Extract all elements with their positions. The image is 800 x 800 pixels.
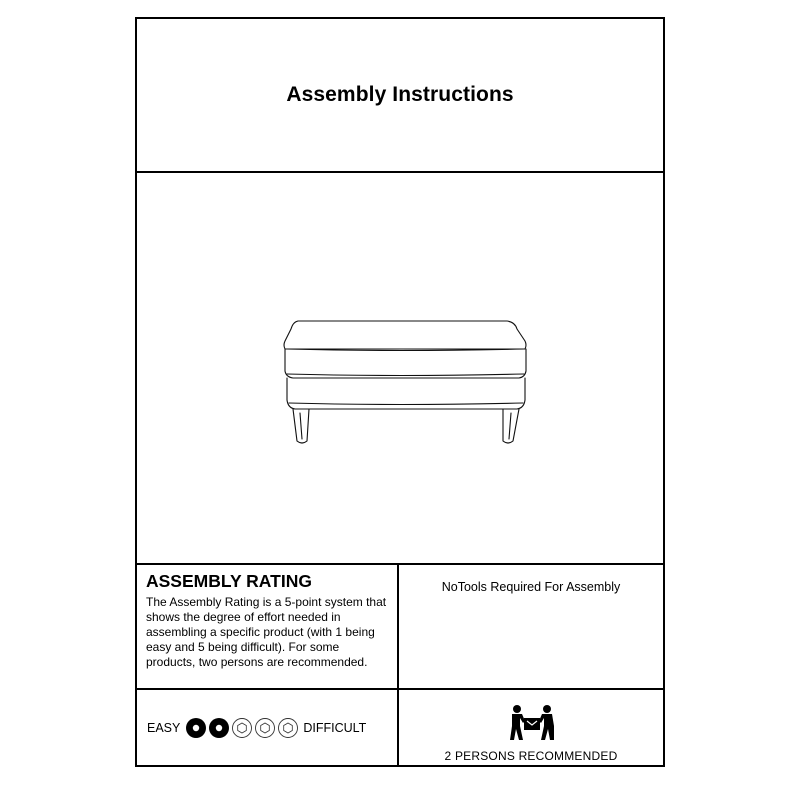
assembly-rating-heading: ASSEMBLY RATING <box>146 571 312 591</box>
product-illustration <box>137 173 663 563</box>
rating-dot-filled-icon <box>185 717 207 739</box>
instruction-sheet <box>135 17 665 767</box>
rating-dot-empty-icon <box>254 717 276 739</box>
ottoman-illustration-icon <box>137 173 663 563</box>
persons-section <box>399 688 663 765</box>
assembly-rating-section <box>137 563 399 690</box>
rating-dot-empty-icon <box>231 717 253 739</box>
easy-label: EASY <box>147 720 181 735</box>
header-section <box>137 19 663 173</box>
rating-dot-empty-icon <box>277 717 299 739</box>
tools-section <box>399 563 663 690</box>
difficulty-scale <box>137 688 399 765</box>
persons-recommended-label: 2 PERSONS RECOMMENDED <box>444 749 618 763</box>
assembly-rating-description: The Assembly Rating is a 5-point system that shows the degree of effort needed in assembling a specific product (with 1 being easy and 5 being difficult). For some products, two persons are recommended. <box>146 595 387 669</box>
tools-required-text: NoTools Required For Assembly <box>441 580 621 594</box>
difficult-label: DIFFICULT <box>303 720 367 735</box>
page-title: Assembly Instructions <box>286 83 514 106</box>
two-persons-carrying-icon <box>509 704 555 742</box>
rating-dot-filled-icon <box>208 717 230 739</box>
rating-dots <box>185 717 300 739</box>
